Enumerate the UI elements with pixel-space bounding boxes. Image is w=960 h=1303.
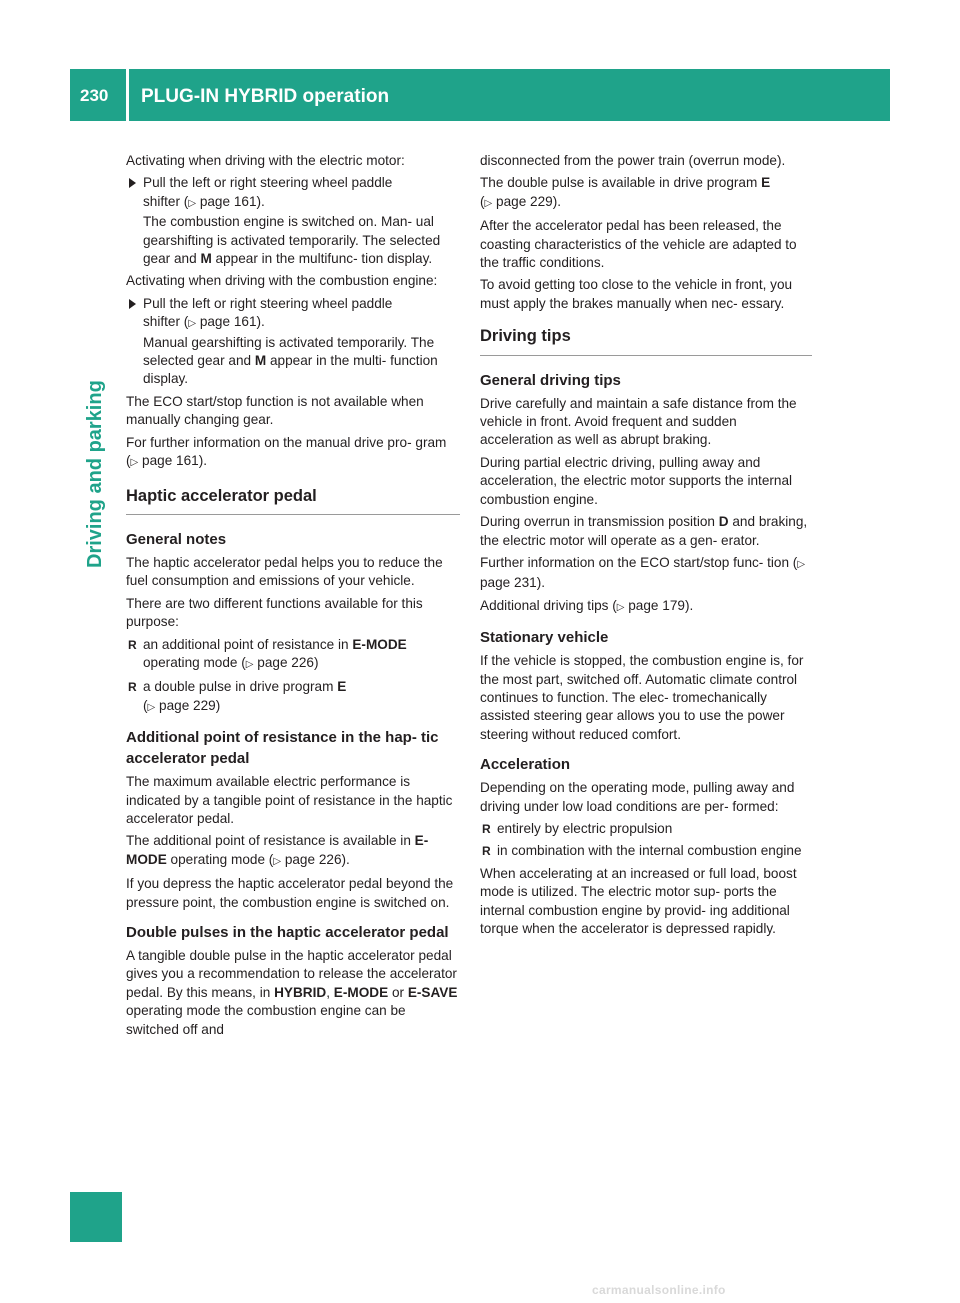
- section-heading: Haptic accelerator pedal: [126, 487, 460, 515]
- paragraph: During overrun in transmission position D and braking, the electric motor will operate as a gen- erator.: [480, 514, 808, 548]
- subsection-heading: Double pulses in the haptic accelerator pedal: [126, 924, 449, 941]
- page-number: 230: [80, 86, 109, 105]
- subsection-heading: General driving tips: [480, 371, 621, 389]
- subsection-heading: Additional point of resistance in the hap- tic accelerator pedal: [126, 729, 439, 768]
- page-ref-link[interactable]: page 161: [199, 193, 257, 209]
- paragraph: A tangible double pulse in the haptic accelerator pedal gives you a recommendation to release the accelerator pedal. By this means, in HYBRID, E-MODE or E-SAVE operating mode the combustion engine can be switched off and: [126, 948, 458, 1037]
- subsection-heading: Stationary vehicle: [480, 629, 609, 647]
- paragraph: Activating when driving with the combustion engine:: [126, 273, 438, 289]
- bullet-icon: R: [128, 637, 137, 652]
- page-ref-link[interactable]: page 229: [496, 193, 553, 209]
- paragraph: The additional point of resistance is available in E-MODE operating mode (▷ page 226).: [126, 833, 429, 867]
- subsection-heading: General notes: [126, 530, 227, 548]
- page-ref-link[interactable]: page 161: [199, 314, 257, 330]
- page-ref-icon: ▷: [130, 457, 139, 469]
- paragraph: For further information on the manual drive pro- gram (▷ page 161).: [126, 434, 447, 469]
- list-item: R in combination with the internal combustion engine: [480, 842, 812, 860]
- page-ref-link[interactable]: page 161: [142, 453, 199, 469]
- page-ref-link[interactable]: page 226: [284, 851, 342, 867]
- paragraph: Depending on the operating mode, pulling away and driving under low load conditions are per- formed:: [480, 780, 795, 814]
- instruction-step: Pull the left or right steering wheel paddle shifter (▷ page 161). Manual gearshifting is activated temporarily. The selected gear and M appear in the multi- function display.: [126, 295, 460, 389]
- page-ref-icon: ▷: [188, 318, 197, 330]
- page-ref-link[interactable]: page 179: [628, 597, 685, 613]
- header-divider: [126, 69, 129, 121]
- paragraph: To avoid getting too close to the vehicle in front, you must apply the brakes manually when nec- essary.: [480, 277, 793, 311]
- paragraph: After the accelerator pedal has been released, the coasting characteristics of the vehicle are adapted to the traffic conditions.: [480, 218, 797, 271]
- page-ref-icon: ▷: [188, 197, 197, 209]
- page-ref-icon: ▷: [273, 855, 282, 867]
- list-item: R entirely by electric propulsion: [480, 820, 812, 838]
- section-tab-marker: [70, 1192, 122, 1242]
- watermark: carmanualsonline.info: [592, 1283, 726, 1297]
- paragraph: During partial electric driving, pulling away and acceleration, the electric motor supports the internal combustion engine.: [480, 454, 793, 507]
- paragraph: Activating when driving with the electric motor:: [126, 153, 405, 168]
- bullet-icon: R: [482, 844, 491, 859]
- page-ref-icon: ▷: [797, 558, 806, 570]
- page-ref-icon: ▷: [245, 658, 254, 670]
- paragraph: Additional driving tips (▷ page 179).: [480, 597, 694, 613]
- page-ref-link[interactable]: page 231: [480, 575, 537, 591]
- section-side-tab: Driving and parking: [84, 380, 106, 568]
- paragraph: Drive carefully and maintain a safe distance from the vehicle in front. Avoid frequent and sudden acceleration as well as abrupt braking.: [480, 395, 797, 448]
- bullet-icon: R: [482, 821, 491, 836]
- page-title: PLUG-IN HYBRID operation: [141, 86, 390, 107]
- paragraph: When accelerating at an increased or full load, boost mode is utilized. The electric motor sup- ports the internal combustion engine by provid- ing additional torque when the accelerator is depressed rapidly.: [480, 865, 797, 936]
- paragraph: Further information on the ECO start/stop func- tion (▷ page 231).: [480, 554, 806, 591]
- list-item: R an additional point of resistance in E-MODE operating mode (▷ page 226): [128, 636, 407, 670]
- page-ref-link[interactable]: page 229: [159, 697, 216, 713]
- page-ref-icon: ▷: [147, 701, 156, 713]
- page-ref-icon: ▷: [616, 601, 625, 613]
- paragraph: The ECO start/stop function is not available when manually changing gear.: [126, 393, 424, 428]
- page-ref-link[interactable]: page 226: [257, 654, 314, 670]
- instruction-step: Pull the left or right steering wheel paddle shifter (▷ page 161). The combustion engine is switched on. Man- ual gearshifting is activated temporarily. The selected gear and M appear in the multifunc- tion display.: [126, 174, 460, 268]
- paragraph: There are two different functions available for this purpose:: [126, 595, 423, 630]
- paragraph: If you depress the haptic accelerator pedal beyond the pressure point, the combustion engine is switched on.: [126, 876, 454, 910]
- paragraph: disconnected from the power train (overrun mode).: [480, 153, 786, 168]
- paragraph: The haptic accelerator pedal helps you to reduce the fuel consumption and emissions of your vehicle.: [126, 554, 443, 589]
- paragraph: If the vehicle is stopped, the combustion engine is, for the most part, switched off. Automatic climate control continues to function. The elec- tromechanically assisted steering gear allows you to use the power steering without reduced comfort.: [480, 653, 804, 742]
- left-column: [126, 152, 460, 1043]
- page-ref-icon: ▷: [484, 197, 493, 209]
- bullet-icon: R: [128, 680, 137, 695]
- paragraph: The double pulse is available in drive program E (▷ page 229).: [480, 175, 771, 209]
- section-heading: Driving tips: [480, 327, 812, 355]
- list-item: R a double pulse in drive program E (▷ page 229): [128, 679, 347, 713]
- subsection-heading: Acceleration: [480, 756, 571, 774]
- right-column: [480, 152, 812, 942]
- paragraph: The maximum available electric performance is indicated by a tangible point of resistance in the haptic accelerator pedal.: [126, 774, 453, 826]
